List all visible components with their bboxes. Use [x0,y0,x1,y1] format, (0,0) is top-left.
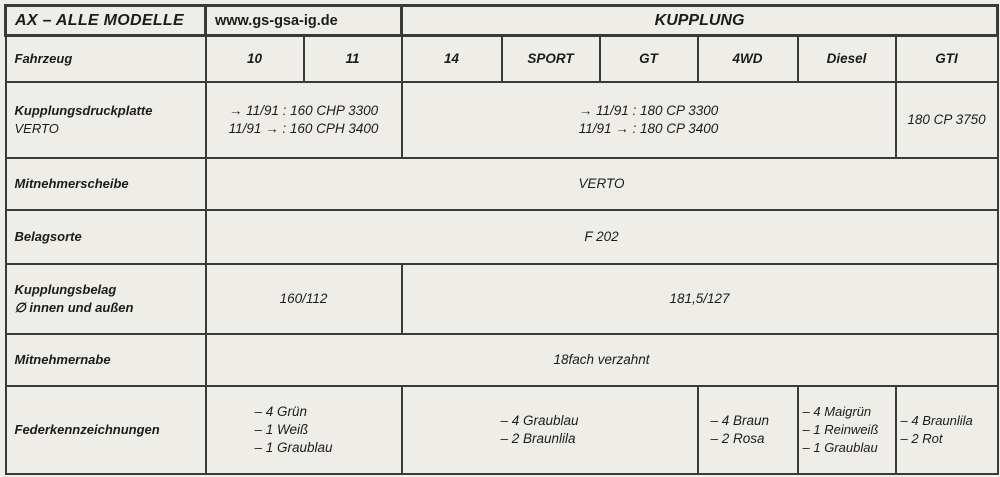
spring-diesel-line2: – 1 Reinweiß [802,421,879,437]
col-sport: SPORT [502,36,600,82]
clutch-lining-label [6,264,206,334]
pressure-plate-14-diesel-line1: → 11/91 : 180 CP 3300 [578,102,719,118]
clutch-disc-label: Mitnehmerscheibe [6,158,206,210]
col-4wd: 4WD [698,36,798,82]
spring-marking-14-gt [402,386,698,474]
spring-marking-label: Federkennzeichnungen [6,386,206,474]
pressure-plate-10-11-line2: 11/91 → : 160 CPH 3400 [228,120,379,136]
doc-title: AX – ALLE MODELLE [6,6,206,36]
hub-label: Mitnehmernabe [6,334,206,386]
pressure-plate-gti: 180 CP 3750 [896,82,998,158]
spring-4wd-line1: – 4 Braun [710,412,770,428]
spring-10-11-line1: – 4 Grün [254,403,308,419]
col-11: 11 [304,36,402,82]
col-gt: GT [600,36,698,82]
header-row [6,6,998,36]
pressure-plate-14-diesel-line2: 11/91 → : 180 CP 3400 [578,120,719,136]
lining-type-row [6,210,998,264]
spring-diesel-line3: – 1 Graublau [802,439,878,455]
spring-marking-gti [896,386,998,474]
col-gti: GTI [896,36,998,82]
clutch-lining-label-line1: Kupplungsbelag [14,281,117,297]
pressure-plate-10-11 [206,82,402,158]
col-14: 14 [402,36,502,82]
vehicle-label: Fahrzeug [6,36,206,82]
pressure-plate-label [6,82,206,158]
website-url: www.gs-gsa-ig.de [206,6,402,36]
vehicle-row [6,36,998,82]
pressure-plate-10-11-line1: → 11/91 : 160 CHP 3300 [228,102,379,118]
clutch-lining-row [6,264,998,334]
clutch-spec-table [4,4,999,475]
pressure-plate-row [6,82,998,158]
hub-value: 18fach verzahnt [206,334,998,386]
spring-marking-4wd [698,386,798,474]
hub-row [6,334,998,386]
clutch-lining-14-gti: 181,5/127 [402,264,998,334]
clutch-disc-value: VERTO [206,158,998,210]
section-title: KUPPLUNG [402,6,998,36]
col-diesel: Diesel [798,36,896,82]
spring-14-gt-line2: – 2 Braunlila [500,430,576,446]
pressure-plate-label-line1: Kupplungsdruckplatte [14,102,153,118]
spring-14-gt-line1: – 4 Graublau [500,412,579,428]
clutch-lining-10-11: 160/112 [206,264,402,334]
spring-10-11-line3: – 1 Graublau [254,439,333,455]
spring-gti-line1: – 4 Braunlila [900,412,973,428]
col-10: 10 [206,36,304,82]
lining-type-label: Belagsorte [6,210,206,264]
clutch-disc-row [6,158,998,210]
clutch-lining-label-line2: ∅ innen und außen [14,299,134,315]
spring-4wd-line2: – 2 Rosa [710,430,765,446]
spring-gti-line2: – 2 Rot [900,430,943,446]
spring-marking-row [6,386,998,474]
lining-type-value: F 202 [206,210,998,264]
pressure-plate-14-diesel [402,82,896,158]
spring-diesel-line1: – 4 Maigrün [802,403,872,419]
spring-10-11-line2: – 1 Weiß [254,421,309,437]
spring-marking-diesel [798,386,896,474]
spring-marking-10-11 [206,386,402,474]
pressure-plate-label-line2: VERTO [14,120,59,136]
